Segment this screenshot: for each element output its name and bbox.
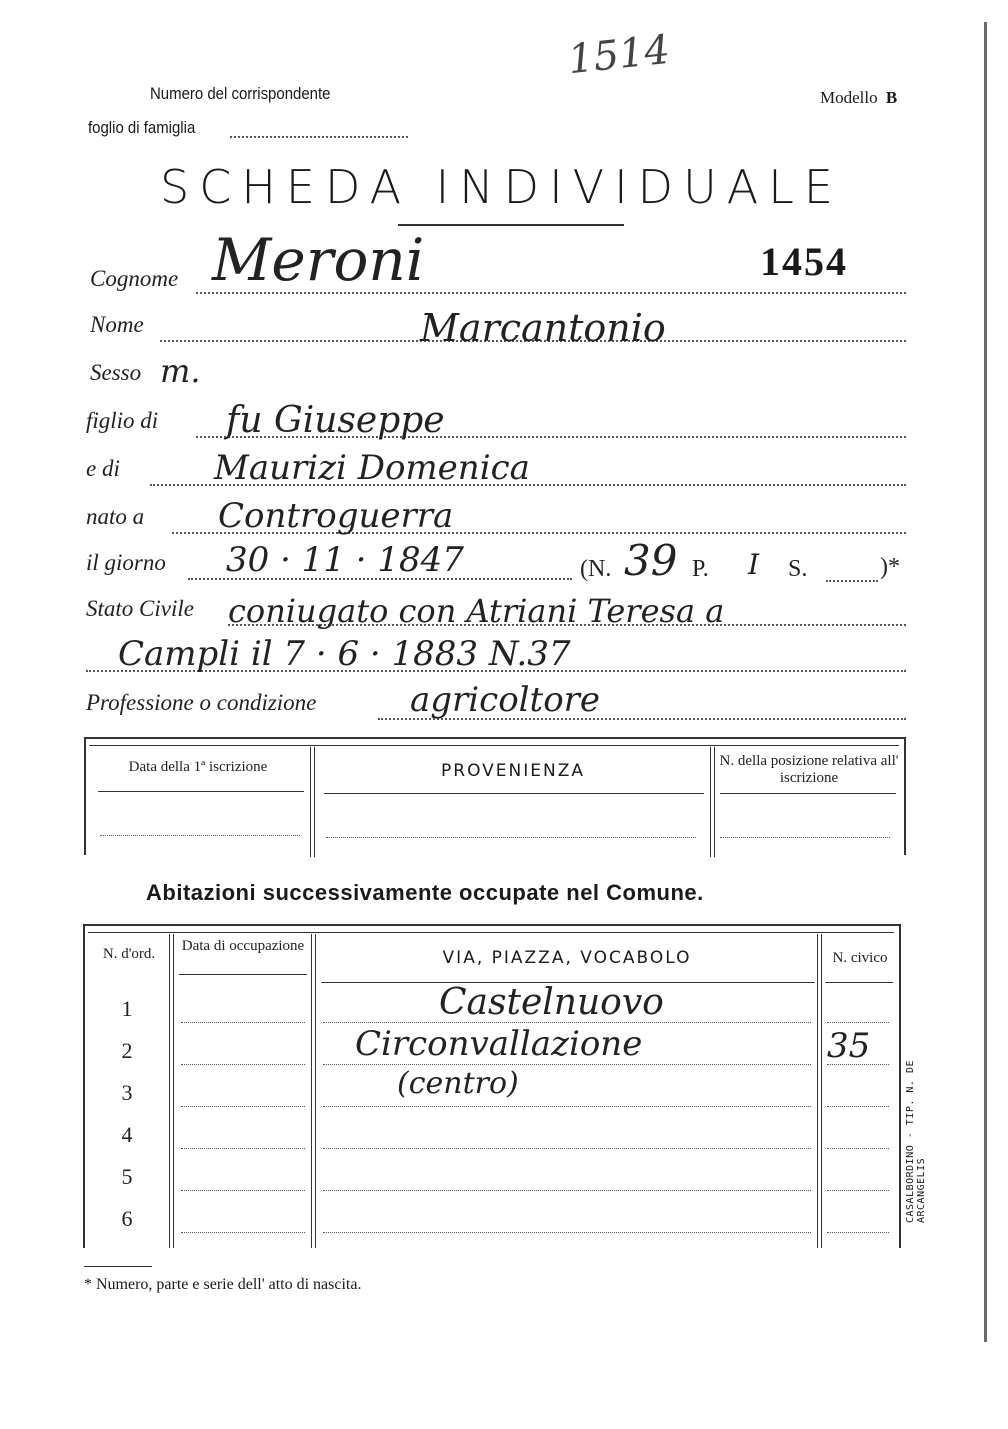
dwelling-street-line — [323, 1148, 811, 1149]
name-value: Marcantonio — [420, 306, 666, 350]
dwelling-date-line — [181, 1148, 305, 1149]
dwelling-date-line — [181, 1106, 305, 1107]
birthplace-label: nato a — [86, 504, 145, 529]
correspondent-dots — [230, 136, 408, 138]
dwelling-date-line — [181, 1022, 305, 1023]
surname-label: Cognome — [90, 266, 179, 291]
dwelling-street-line — [323, 1232, 811, 1233]
civil-status-value-1: coniugato con Atriani Teresa a — [228, 592, 725, 630]
dwelling-row-number: 3 — [121, 1080, 133, 1105]
footnote: * Numero, parte e serie dell' atto di nascita. — [84, 1276, 362, 1293]
registration-col-provenance: PROVENIENZA — [441, 761, 585, 781]
birthdate-value: 30 · 11 · 1847 — [226, 540, 464, 580]
dwelling-row-number: 1 — [121, 996, 133, 1021]
dwelling-street: Circonvallazione — [355, 1024, 643, 1064]
civil-status-value-2: Campli il 7 · 6 · 1883 N.37 — [118, 634, 571, 674]
civil-status-label: Stato Civile — [86, 596, 194, 621]
dwellings-col-civic: N. civico — [832, 950, 888, 966]
dwelling-row-number: 5 — [121, 1164, 133, 1189]
mother-label: e di — [86, 456, 120, 481]
correspondent-line-2: foglio di famiglia — [88, 118, 196, 137]
dwelling-street-line — [323, 1106, 811, 1107]
dwellings-col-street: VIA, PIAZZA, VOCABOLO — [442, 948, 692, 968]
act-number: 39 — [624, 536, 678, 585]
profession-label: Professione o condizione — [86, 690, 317, 715]
name-label: Nome — [90, 312, 144, 337]
mother-value: Maurizi Domenica — [214, 448, 530, 488]
dwelling-civic-line — [827, 1190, 889, 1191]
dwelling-civic: 35 — [827, 1026, 871, 1066]
father-label: figlio di — [86, 408, 159, 433]
registration-table — [84, 737, 906, 855]
sex-label: Sesso — [90, 360, 142, 385]
profession-value: agricoltore — [410, 680, 601, 720]
dwelling-row-number: 2 — [121, 1038, 133, 1063]
dwelling-street-line — [323, 1190, 811, 1191]
archive-number: 1514 — [565, 26, 672, 84]
dwelling-civic-line — [827, 1232, 889, 1233]
act-s-line — [826, 580, 878, 582]
act-p-value: I — [748, 548, 760, 581]
sex-value: m. — [160, 352, 201, 390]
dwelling-row-number: 6 — [121, 1206, 133, 1231]
act-s-label: S. — [788, 556, 808, 582]
dwelling-civic-line — [827, 1022, 889, 1023]
page-title: SCHEDA INDIVIDUALE — [160, 160, 843, 214]
act-close: )* — [880, 554, 900, 580]
dwelling-date-line — [181, 1232, 305, 1233]
dwellings-col-ord: N. d'ord. — [102, 946, 156, 962]
dwelling-date-line — [181, 1064, 305, 1065]
model-label: Modello B — [820, 88, 898, 107]
correspondent-line-1: Numero del corrispondente — [150, 84, 331, 103]
printer-imprint: CASALBORDINO - TIP. N. DE ARCANGELIS — [905, 1059, 927, 1223]
father-value: fu Giuseppe — [226, 400, 445, 441]
dwelling-date-line — [181, 1190, 305, 1191]
birthplace-value: Controguerra — [218, 496, 454, 536]
act-open: (N. — [580, 556, 612, 582]
dwellings-table — [83, 924, 901, 1248]
card-number: 1454 — [760, 239, 848, 284]
dwelling-street-line — [323, 1064, 811, 1065]
dwelling-row-number: 4 — [121, 1122, 133, 1147]
dwellings-col-date: Data di occupazione — [181, 938, 305, 954]
title-underline — [398, 224, 624, 226]
registration-col-date: Data della 1ª iscrizione — [128, 759, 268, 775]
dwelling-civic-line — [827, 1148, 889, 1149]
registration-col-position: N. della posizione relativa all' iscrizione — [719, 753, 899, 786]
birthdate-label: il giorno — [86, 550, 166, 575]
dwelling-civic-line — [827, 1106, 889, 1107]
dwellings-title: Abitazioni successivamente occupate nel Comune. — [146, 880, 704, 905]
dwelling-street: (centro) — [397, 1066, 519, 1101]
footnote-rule — [84, 1266, 152, 1267]
surname-value: Meroni — [212, 226, 425, 294]
dwelling-street: Castelnuovo — [439, 982, 664, 1023]
act-p-label: P. — [692, 556, 709, 582]
